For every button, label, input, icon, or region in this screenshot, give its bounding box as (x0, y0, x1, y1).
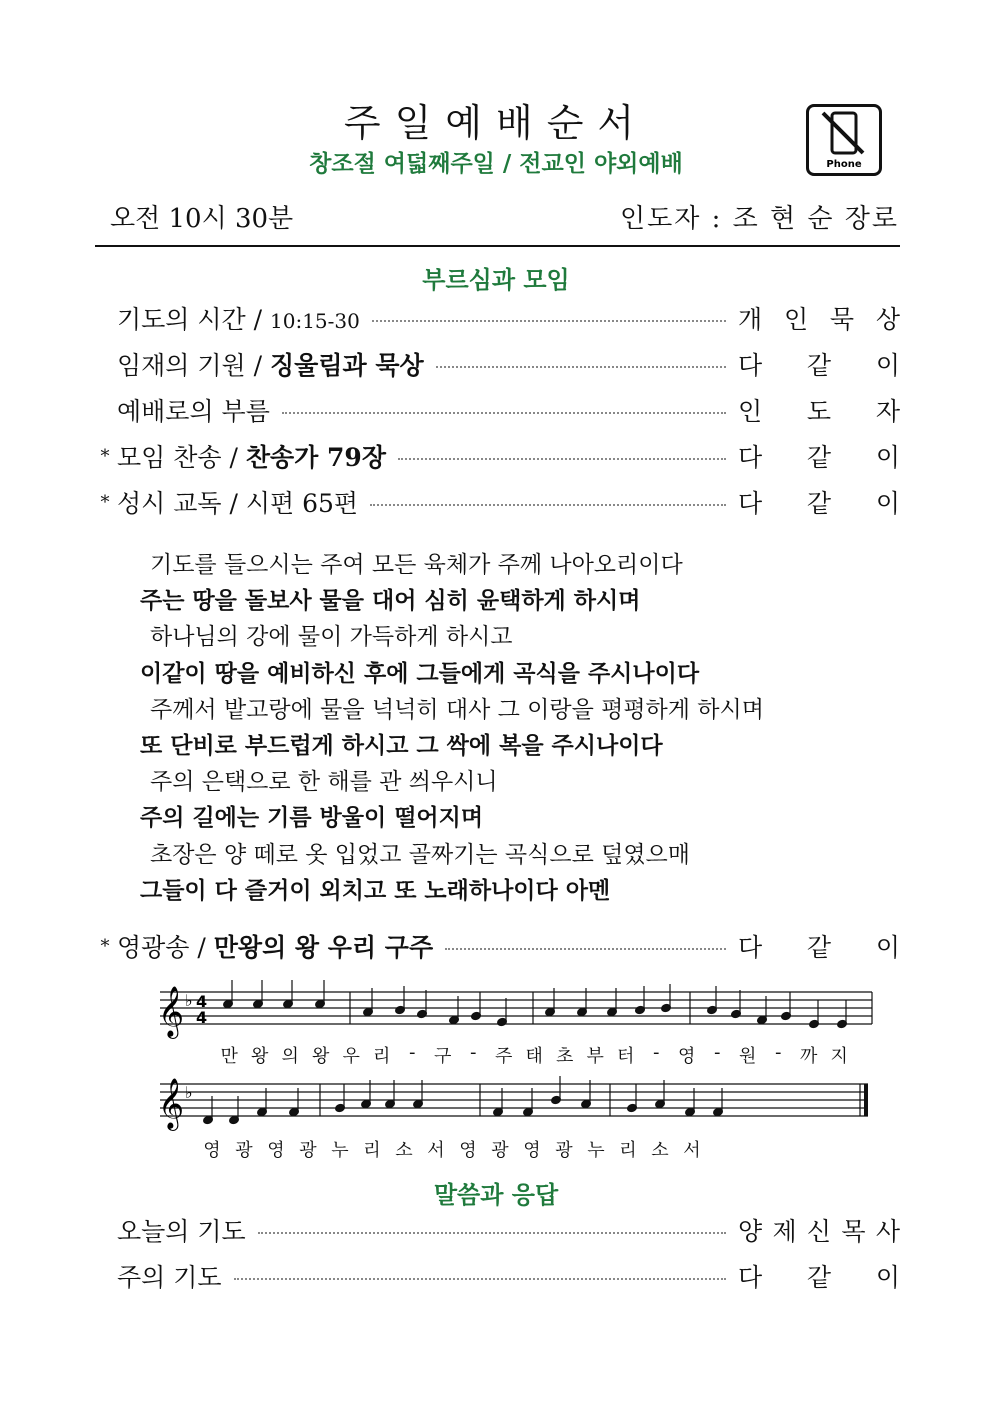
lyric-syllable: 영 (678, 1046, 696, 1067)
reading-line-leader: 초장은 양 떼로 옷 입었고 골짜기는 곡식으로 덮였으매 (150, 841, 690, 868)
performer-char: 다 (738, 443, 763, 472)
order-item-detail: 징울림과 묵상 (270, 351, 424, 380)
order-item-performer (738, 1212, 900, 1248)
leader-dots (234, 1278, 726, 1280)
performer-char: 이 (875, 489, 900, 518)
order-item (95, 482, 900, 522)
performer-char: 도 (806, 397, 832, 426)
lyric-syllable: 부 (586, 1046, 604, 1067)
order-item (95, 298, 900, 338)
lyric-syllable: 지 (830, 1046, 848, 1067)
lyric-syllable: 영 (459, 1140, 477, 1161)
order-item (95, 1256, 900, 1296)
order-item-detail: 만왕의 왕 우리 구주 (213, 933, 434, 962)
order-item-detail: 10:15-30 (270, 309, 360, 333)
lyric-syllable: 주 (495, 1046, 513, 1067)
performer-char: 같 (806, 933, 832, 962)
performer-char: 양 (738, 1217, 763, 1246)
performer-char: 다 (738, 933, 763, 962)
performer-char: 다 (738, 1263, 763, 1292)
performer-char: 이 (875, 1263, 900, 1292)
lyric-syllable: 영 (523, 1140, 541, 1161)
reading-line-response: 이같이 땅을 예비하신 후에 그들에게 곡식을 주시나이다 (140, 660, 700, 687)
order-item (95, 436, 900, 476)
reading-line-leader: 주께서 밭고랑에 물을 넉넉히 대사 그 이랑을 평평하게 하시며 (150, 696, 764, 723)
no-phone-icon (806, 104, 882, 176)
lyric-syllable: 왕 (251, 1046, 269, 1067)
lyric-syllable: 소 (651, 1140, 669, 1161)
lyric-syllable: 소 (395, 1140, 413, 1161)
lyric-syllable: 광 (235, 1140, 253, 1161)
flat-icon: ♭ (185, 991, 193, 1010)
order-item (95, 1210, 900, 1250)
order-item-label: 예배로의 부름 (117, 397, 270, 426)
lyric-syllable: 영 (267, 1140, 285, 1161)
reading-line-leader: 주의 은택으로 한 해를 관 씌우시니 (150, 769, 498, 796)
performer-char: 이 (875, 933, 900, 962)
performer-char: 개 (738, 305, 763, 334)
performer-char: 자 (875, 397, 900, 426)
flat-icon: ♭ (185, 1083, 193, 1102)
order-item-label: 성시 교독 / 시편 65편 (117, 489, 359, 518)
lyric-syllable: 만 (220, 1046, 238, 1067)
performer-char: 인 (783, 305, 809, 334)
leader-dots (436, 366, 726, 368)
lyric-syllable: 터 (617, 1046, 635, 1067)
page-subtitle: 창조절 여덟째주일 / 전교인 야외예배 (309, 151, 683, 177)
order-item-detail: 찬송가 79장 (245, 443, 386, 472)
lyrics-line-2 (196, 1136, 756, 1162)
lyric-syllable: - (714, 1042, 721, 1063)
performer-char: 인 (738, 397, 763, 426)
lyric-syllable: 영 (203, 1140, 221, 1161)
performer-char: 같 (806, 489, 832, 518)
order-item-performer (738, 484, 900, 520)
leader-dots (258, 1232, 726, 1234)
leader-dots (372, 320, 726, 322)
leader-dots (282, 412, 726, 414)
music-staff-2 (150, 1072, 880, 1142)
lyric-syllable: 원 (739, 1046, 757, 1067)
order-item-performer (738, 392, 900, 428)
lyrics-line-1 (214, 1042, 864, 1068)
reading-line-response: 또 단비로 부드럽게 하시고 그 싹에 복을 주시나이다 (140, 733, 663, 759)
lyric-syllable: 왕 (312, 1046, 330, 1067)
lyric-syllable: - (409, 1042, 416, 1063)
performer-char: 목 (841, 1217, 866, 1246)
order-item-performer (738, 438, 900, 474)
order-item-performer (738, 1258, 900, 1294)
order-item (95, 344, 900, 384)
lyric-syllable: 의 (281, 1046, 299, 1067)
reading-line-response: 주는 땅을 돌보사 물을 대어 심히 윤택하게 하시며 (140, 588, 641, 615)
lyric-syllable: 누 (331, 1140, 349, 1161)
time-signature-bottom: 4 (196, 1008, 208, 1027)
reading-line-leader: 기도를 들으시는 주여 모든 육체가 주께 나아오리이다 (150, 552, 683, 578)
standing-mark: * (100, 491, 110, 513)
reading-line-leader: 하나님의 강에 물이 가득하게 하시고 (150, 624, 513, 651)
performer-char: 묵 (829, 305, 855, 334)
lyric-syllable: 누 (587, 1140, 605, 1161)
performer-char: 같 (806, 351, 832, 380)
service-time: 오전 10시 30분 (110, 204, 294, 234)
performer-char: 같 (806, 443, 832, 472)
order-item-label: 주의 기도 (117, 1263, 222, 1292)
header-divider (95, 245, 900, 247)
lyric-syllable: 광 (299, 1140, 317, 1161)
service-leader: 인도자 : 조 현 순 장로 (620, 204, 900, 234)
lyric-syllable: - (653, 1042, 660, 1063)
treble-clef-icon: 𝄞 (158, 986, 185, 1037)
reading-line-response: 주의 길에는 기름 방울이 떨어지며 (140, 805, 484, 832)
standing-mark: * (100, 445, 110, 467)
leader-dots (370, 504, 726, 506)
page-title: 주일예배순서 (343, 101, 649, 145)
lyric-syllable: 광 (555, 1140, 573, 1161)
performer-char: 다 (738, 351, 763, 380)
performer-char: 상 (875, 305, 900, 334)
order-item (95, 390, 900, 430)
lyric-syllable: 까 (800, 1046, 818, 1067)
order-item-label: 임재의 기원 / (117, 351, 271, 380)
lyric-syllable: 태 (525, 1046, 543, 1067)
section-heading-word: 말씀과 응답 (433, 1181, 559, 1209)
performer-char: 사 (875, 1217, 900, 1246)
lyric-syllable: 서 (427, 1140, 445, 1161)
lyric-syllable: 광 (491, 1140, 509, 1161)
lyric-syllable: 리 (363, 1140, 381, 1161)
treble-clef-icon: 𝄞 (158, 1078, 185, 1129)
performer-char: 이 (875, 443, 900, 472)
time-signature-top: 4 (196, 992, 208, 1011)
performer-char: 다 (738, 489, 763, 518)
performer-char: 이 (875, 351, 900, 380)
performer-char: 신 (806, 1217, 832, 1246)
leader-dots (445, 948, 726, 950)
lyric-syllable: 리 (373, 1046, 391, 1067)
leader-dots (398, 458, 726, 460)
lyric-syllable: - (470, 1042, 477, 1063)
lyric-syllable: 구 (434, 1046, 452, 1067)
order-item-performer (738, 346, 900, 382)
order-item-label: 기도의 시간 / (117, 305, 271, 334)
order-item-label: 오늘의 기도 (117, 1217, 246, 1246)
standing-mark: * (100, 935, 110, 957)
order-item-label: 영광송 / (117, 933, 214, 962)
lyric-syllable: 초 (556, 1046, 574, 1067)
lyric-syllable: 리 (619, 1140, 637, 1161)
reading-line-response: 그들이 다 즐거이 외치고 또 노래하나이다 아멘 (140, 877, 611, 904)
lyric-syllable: - (775, 1042, 782, 1063)
lyric-syllable: 우 (342, 1046, 360, 1067)
performer-char: 제 (772, 1217, 797, 1246)
performer-char: 같 (806, 1263, 832, 1292)
order-item-gloria (95, 926, 900, 966)
section-heading-gathering: 부르심과 모임 (422, 266, 570, 294)
order-item-label: 모임 찬송 / (117, 443, 246, 472)
order-item-performer (738, 928, 900, 964)
order-item-performer (738, 300, 900, 336)
lyric-syllable: 서 (683, 1140, 701, 1161)
phone-icon-label: Phone (826, 159, 862, 170)
